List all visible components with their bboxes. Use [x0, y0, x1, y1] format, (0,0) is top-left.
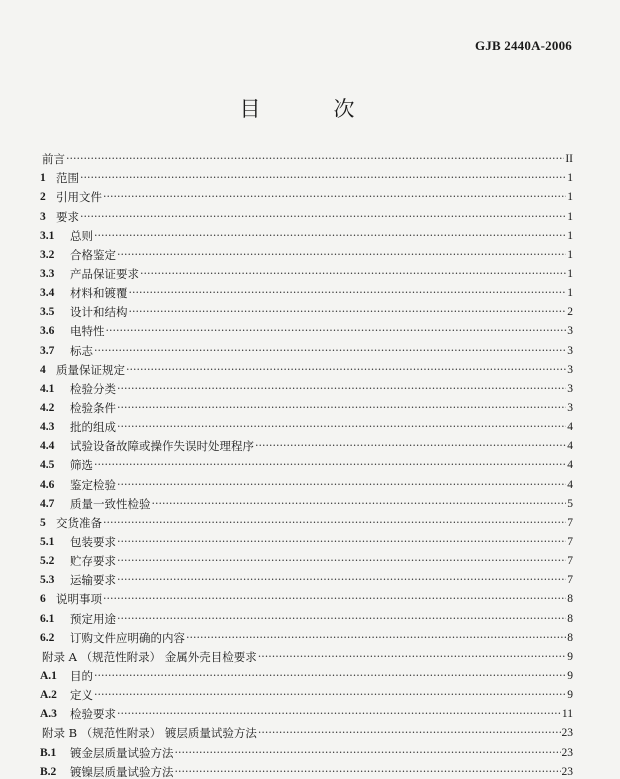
toc-entry-number: 4.2 — [40, 401, 55, 414]
toc-entry[interactable] — [40, 281, 573, 300]
dot-leader — [66, 152, 564, 166]
toc-entry[interactable] — [40, 587, 573, 606]
toc-entry-number: 3.3 — [40, 267, 55, 280]
toc-entry[interactable] — [40, 396, 573, 415]
toc-entry-page: 11 — [561, 708, 573, 721]
toc-entry-label: 鉴定检验 — [70, 477, 116, 492]
toc-entry-number: 1 — [40, 172, 46, 185]
toc-entry-page: II — [565, 153, 573, 166]
toc-entry-label: 检验条件 — [70, 400, 116, 415]
toc-entry-number: 6.1 — [40, 612, 55, 625]
toc-entry-number: B.2 — [40, 765, 57, 778]
toc-entry[interactable] — [40, 434, 573, 453]
toc-entry-label: 材料和镀覆 — [70, 286, 128, 301]
dot-leader — [175, 765, 561, 779]
toc-entry[interactable] — [40, 740, 573, 759]
toc-entry-number: 4.5 — [40, 459, 55, 472]
toc-entry-page: 7 — [567, 516, 573, 529]
toc-entry-number: 4.7 — [40, 497, 55, 510]
dot-leader — [255, 439, 566, 453]
toc-entry-number: 5 — [40, 516, 46, 529]
dot-leader — [117, 401, 566, 415]
toc-entry-label: 质量保证规定 — [56, 362, 125, 377]
toc-entry-page: 1 — [567, 229, 573, 242]
toc-entry[interactable] — [40, 185, 573, 204]
toc-entry-label: 设计和结构 — [70, 305, 128, 320]
dot-leader — [129, 305, 567, 319]
document-id: GJB 2440A-2006 — [474, 38, 572, 53]
dot-leader — [80, 210, 566, 224]
toc-entry[interactable] — [40, 166, 573, 185]
toc-entry-label: 批的组成 — [70, 420, 116, 435]
toc-entry[interactable] — [40, 243, 573, 262]
toc-entry[interactable] — [40, 702, 573, 721]
toc-entry-label: 要求 — [56, 209, 79, 224]
dot-leader — [117, 420, 566, 434]
toc-entry-page: 23 — [561, 765, 573, 778]
toc-entry-label: 交货准备 — [56, 515, 102, 530]
dot-leader — [94, 344, 566, 358]
toc-entry-label: 标志 — [70, 343, 93, 358]
toc-entry[interactable] — [40, 721, 573, 740]
toc-entry[interactable] — [40, 319, 573, 338]
toc-entry-label: 试验设备故障或操作失误时处理程序 — [70, 439, 254, 454]
toc-entry-label: 检验分类 — [70, 381, 116, 396]
toc-entry[interactable] — [40, 453, 573, 472]
toc-entry-page: 4 — [567, 459, 573, 472]
dot-leader — [126, 363, 566, 377]
toc-entry[interactable] — [40, 262, 573, 281]
toc-entry-label: 说明事项 — [56, 592, 102, 607]
toc-entry-number: 3 — [40, 210, 46, 223]
dot-leader — [117, 382, 566, 396]
toc-entry-page: 3 — [567, 363, 573, 376]
toc-entry-number: A.1 — [40, 669, 57, 682]
toc-entry-label: 总则 — [70, 228, 93, 243]
toc-entry[interactable] — [40, 645, 573, 664]
toc-entry-page: 9 — [567, 650, 573, 663]
toc-entry-page: 8 — [567, 612, 573, 625]
toc-entry-label: 镀金层质量试验方法 — [70, 745, 174, 760]
toc-entry-page: 2 — [567, 306, 573, 319]
toc-entry-label: 订购文件应明确的内容 — [70, 630, 185, 645]
toc-entry[interactable] — [40, 377, 573, 396]
toc-entry-number: 3.2 — [40, 248, 55, 261]
dot-leader — [106, 324, 567, 338]
toc-entry-page: 1 — [567, 172, 573, 185]
toc-entry[interactable] — [40, 415, 573, 434]
toc-entry-page: 23 — [561, 746, 573, 759]
dot-leader — [94, 669, 566, 683]
toc-entry-number: 5.3 — [40, 574, 55, 587]
dot-leader — [80, 171, 566, 185]
toc-entry[interactable] — [40, 549, 573, 568]
dot-leader — [117, 554, 566, 568]
toc-entry-label: 电特性 — [70, 324, 105, 339]
toc-entry-label: 质量一致性检验 — [70, 496, 151, 511]
toc-entry[interactable] — [40, 147, 573, 166]
toc-entry-page: 5 — [567, 497, 573, 510]
toc-entry-number: 4.1 — [40, 382, 55, 395]
toc-entry-number: 5.1 — [40, 535, 55, 548]
toc-entry-number: 4 — [40, 363, 46, 376]
toc-entry[interactable] — [40, 492, 573, 511]
toc-entry-label: 合格鉴定 — [70, 247, 116, 262]
toc-entry-page: 8 — [567, 631, 573, 644]
toc-entry-number: A.2 — [40, 689, 57, 702]
toc-entry-number: 6 — [40, 593, 46, 606]
toc-entry-page: 7 — [567, 535, 573, 548]
toc-entry[interactable] — [40, 683, 573, 702]
toc-entry-number: 4.3 — [40, 421, 55, 434]
dot-leader — [175, 746, 561, 760]
toc-entry-page: 3 — [567, 401, 573, 414]
toc-entry-label: 附录 A （规范性附录） 金属外壳目检要求 — [42, 649, 257, 664]
toc-entry-number: 3.5 — [40, 306, 55, 319]
dot-leader — [129, 286, 567, 300]
dot-leader — [94, 229, 566, 243]
toc-entry-number: 6.2 — [40, 631, 55, 644]
toc-entry[interactable] — [40, 300, 573, 319]
toc-entry-label: 附录 B （规范性附录） 镀层质量试验方法 — [42, 726, 257, 741]
dot-leader — [103, 190, 566, 204]
dot-leader — [140, 267, 566, 281]
toc-entry-page: 8 — [567, 593, 573, 606]
dot-leader — [186, 631, 566, 645]
toc-entry[interactable] — [40, 530, 573, 549]
toc-entry-label: 筛选 — [70, 458, 93, 473]
dot-leader — [94, 688, 566, 702]
toc-entry[interactable] — [40, 224, 573, 243]
toc-entry-page: 9 — [567, 669, 573, 682]
toc-entry-page: 3 — [567, 382, 573, 395]
toc-entry-label: 运输要求 — [70, 573, 116, 588]
toc-entry[interactable] — [40, 204, 573, 223]
dot-leader — [258, 726, 561, 740]
toc-entry-number: A.3 — [40, 708, 57, 721]
toc-entry-label: 镀镍层质量试验方法 — [70, 764, 174, 779]
toc-entry[interactable] — [40, 358, 573, 377]
toc-entry[interactable] — [40, 472, 573, 491]
toc-entry-label: 目的 — [70, 668, 93, 683]
toc-entry-number: 2 — [40, 191, 46, 204]
toc-entry-number: 4.4 — [40, 440, 55, 453]
toc-entry[interactable] — [40, 626, 573, 645]
toc-entry-page: 3 — [567, 344, 573, 357]
toc-entry[interactable] — [40, 664, 573, 683]
toc-entry-number: 3.4 — [40, 287, 55, 300]
dot-leader — [152, 497, 567, 511]
toc-entry[interactable] — [40, 338, 573, 357]
toc-entry-number: 3.1 — [40, 229, 55, 242]
dot-leader — [117, 248, 566, 262]
toc-entry-label: 预定用途 — [70, 611, 116, 626]
toc-entry-number: 4.6 — [40, 478, 55, 491]
toc-entry-label: 检验要求 — [70, 707, 116, 722]
dot-leader — [117, 612, 566, 626]
dot-leader — [117, 535, 566, 549]
dot-leader — [117, 478, 566, 492]
toc-entry-label: 贮存要求 — [70, 554, 116, 569]
toc-entry-page: 9 — [567, 689, 573, 702]
table-of-contents — [40, 147, 573, 779]
dot-leader — [103, 592, 566, 606]
toc-entry-page: 7 — [567, 555, 573, 568]
toc-entry-page: 3 — [567, 325, 573, 338]
toc-entry-label: 引用文件 — [56, 190, 102, 205]
toc-entry-label: 范围 — [56, 171, 79, 186]
toc-entry-page: 1 — [567, 191, 573, 204]
toc-entry-page: 7 — [567, 574, 573, 587]
toc-entry-label: 定义 — [70, 688, 93, 703]
toc-entry-page: 1 — [567, 267, 573, 280]
dot-leader — [117, 707, 561, 721]
toc-entry-page: 1 — [567, 287, 573, 300]
toc-entry-page: 1 — [567, 210, 573, 223]
toc-entry-label: 产品保证要求 — [70, 266, 139, 281]
toc-entry-page: 4 — [567, 478, 573, 491]
toc-entry[interactable] — [40, 606, 573, 625]
toc-entry-label: 包装要求 — [70, 534, 116, 549]
toc-entry-number: B.1 — [40, 746, 57, 759]
toc-entry-page: 23 — [561, 727, 573, 740]
toc-entry[interactable] — [40, 568, 573, 587]
dot-leader — [117, 573, 566, 587]
toc-entry-number: 5.2 — [40, 555, 55, 568]
dot-leader — [94, 458, 566, 472]
toc-entry-label: 前言 — [42, 152, 65, 167]
toc-entry[interactable] — [40, 511, 573, 530]
toc-entry-page: 4 — [567, 440, 573, 453]
toc-entry-page: 1 — [567, 248, 573, 261]
toc-entry-number: 3.7 — [40, 344, 55, 357]
toc-entry-page: 4 — [567, 421, 573, 434]
toc-entry-number: 3.6 — [40, 325, 55, 338]
dot-leader — [103, 516, 566, 530]
dot-leader — [258, 650, 566, 664]
page-title: 目 次 — [239, 97, 381, 121]
